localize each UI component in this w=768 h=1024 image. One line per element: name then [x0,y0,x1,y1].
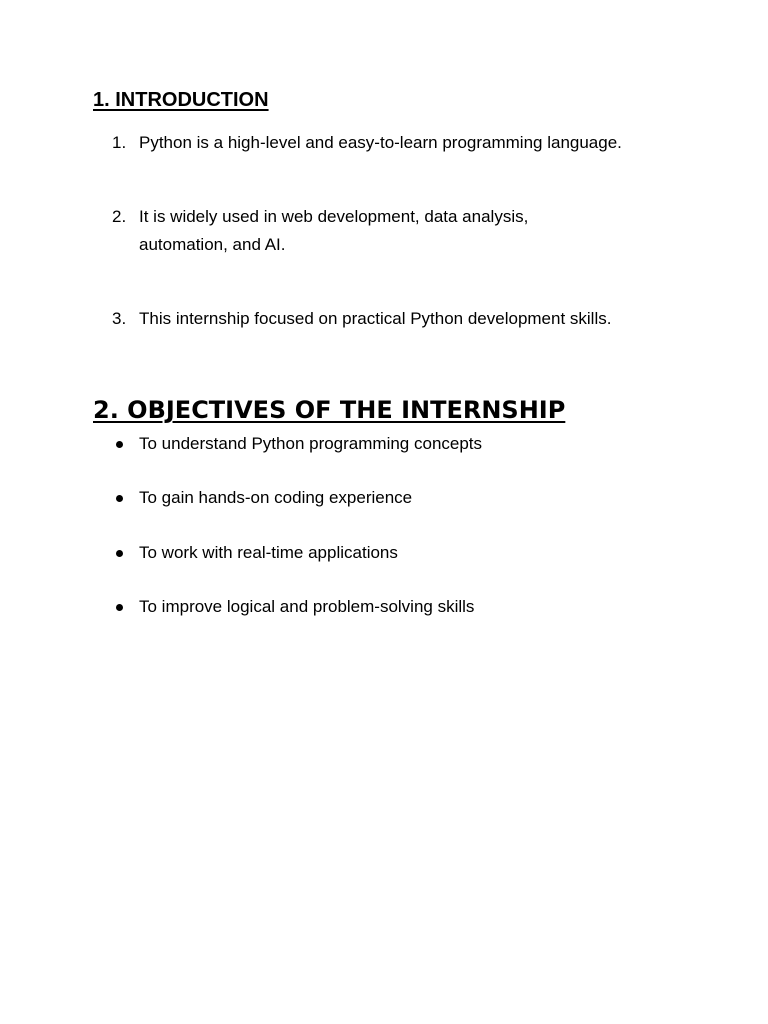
introduction-list-item [112,305,712,333]
list-item-text: Python is a high-level and easy-to-learn programming language. [139,133,622,152]
list-item-text: To work with real-time applications [139,543,398,562]
objectives-list-item [112,539,712,567]
bullet-icon [112,593,139,621]
introduction-heading: 1. INTRODUCTION [93,89,269,111]
list-number: 2. [112,207,127,226]
objectives-list-item [112,484,712,512]
bullet-icon [112,539,139,567]
list-item-text: To understand Python programming concepts [139,434,483,453]
bullet-icon [112,430,139,458]
list-number: 3. [112,309,127,328]
objectives-list-item [112,593,712,621]
list-item-text: This internship focused on practical Python development skills. [139,309,612,328]
list-item-text: It is widely used in web development, data analysis, automation, and AI. [139,207,529,254]
introduction-list-item [112,203,582,259]
introduction-list-item [112,129,712,157]
objectives-list-item [112,430,712,458]
list-item-text: To gain hands-on coding experience [139,488,413,507]
list-number: 1. [112,133,127,152]
list-item-text: To improve logical and problem-solving skills [139,597,475,616]
bullet-icon [112,484,139,512]
objectives-heading: 2. OBJECTIVES OF THE INTERNSHIP [93,396,566,424]
